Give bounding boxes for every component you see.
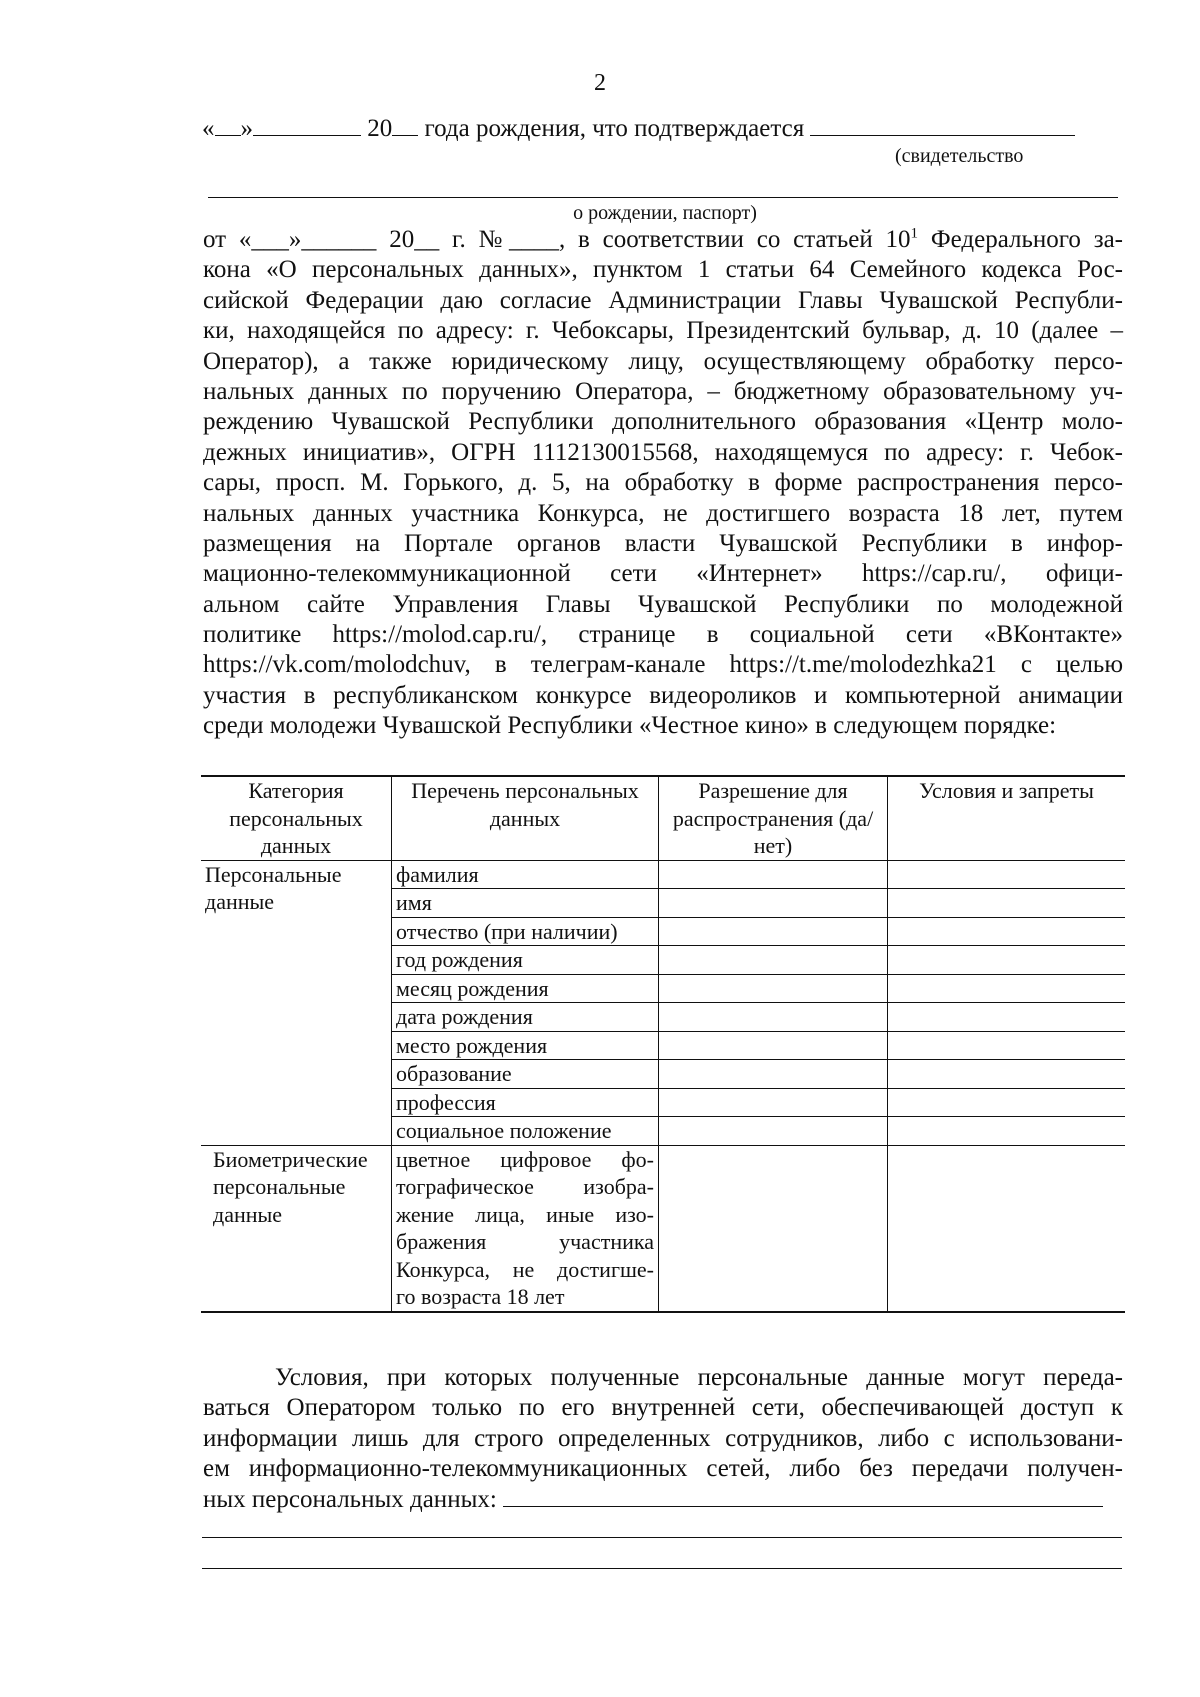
- table-row: [201, 1145, 1125, 1312]
- conditions-cell[interactable]: [888, 1117, 1126, 1146]
- conditions-cell[interactable]: [888, 946, 1126, 975]
- conditions-cell[interactable]: [888, 1145, 1126, 1312]
- paragraph-line: сары, просп. М. Горького, д. 5, на обработку в форме распространения персо-: [203, 469, 1123, 497]
- paragraph-line: кона «О персональных данных», пунктом 1 статьи 64 Семейного кодекса Рос-: [203, 256, 1123, 284]
- header-category: Категория персональных данных: [201, 776, 392, 860]
- quote-close: »: [240, 115, 253, 142]
- day-blank[interactable]: [215, 113, 241, 136]
- item-cell: фамилия: [392, 860, 659, 889]
- permission-cell[interactable]: [659, 974, 888, 1003]
- permission-cell[interactable]: [659, 1145, 888, 1312]
- permission-cell[interactable]: [659, 889, 888, 918]
- year-prefix: 20: [367, 115, 393, 142]
- item-cell: месяц рождения: [392, 974, 659, 1003]
- item-cell: имя: [392, 889, 659, 918]
- header-conditions: Условия и запреты: [888, 776, 1126, 860]
- paragraph-line: размещения на Портале органов власти Чувашской Республики в инфор-: [203, 529, 1123, 557]
- permission-cell[interactable]: [659, 946, 888, 975]
- paragraph-line: среди молодежи Чувашской Республики «Честное кино» в следующем порядке:: [203, 712, 1057, 740]
- conditions-cell[interactable]: [888, 1031, 1126, 1060]
- paragraph-line: участия в республиканском конкурсе видеороликов и компьютерной анимации: [203, 681, 1123, 709]
- permission-cell[interactable]: [659, 1031, 888, 1060]
- category-biometric: Биометрические персональные данные: [201, 1145, 392, 1312]
- document-blank[interactable]: [810, 113, 1075, 136]
- document-caption-1: (свидетельство: [895, 145, 1024, 167]
- paragraph-line: дежных инициатив», ОГРН 1112130015568, находящемуся по адресу: г. Чебок-: [203, 438, 1123, 466]
- conditions-cell[interactable]: [888, 974, 1126, 1003]
- paragraph-line: от «___»______ 20__ г. №____, в соответствии со статьей $10^1$ Федерального за-: [203, 225, 1124, 253]
- conditions-fill-blank[interactable]: [503, 1488, 1103, 1507]
- paragraph-line: сийской Федерации даю согласие Администрации Главы Чувашской Республи-: [203, 286, 1123, 314]
- month-blank[interactable]: [253, 113, 361, 136]
- paragraph-line: ваться Оператором только по его внутренней сети, обеспечивающей доступ к: [203, 1394, 1123, 1422]
- permission-cell[interactable]: [659, 1088, 888, 1117]
- permission-cell[interactable]: [659, 1003, 888, 1032]
- paragraph-line: ных персональных данных:: [203, 1485, 1123, 1515]
- permission-cell[interactable]: [659, 917, 888, 946]
- item-cell: отчество (при наличии): [392, 917, 659, 946]
- conditions-paragraph: [203, 1363, 1123, 1515]
- paragraph-line: Условия, при которых полученные персональные данные могут переда-: [275, 1364, 1123, 1391]
- paragraph-line: реждению Чувашской Республики дополнительного образования «Центр моло-: [203, 408, 1123, 436]
- header-list: Перечень персональных данных: [392, 776, 659, 860]
- permission-cell[interactable]: [659, 860, 888, 889]
- header-permission: Разрешение для распространения (да/нет): [659, 776, 888, 860]
- paragraph-line: информации лишь для строго определенных сотрудников, либо с использовани-: [203, 1424, 1123, 1452]
- document-caption-2: о рождении, паспорт): [573, 202, 757, 224]
- birth-date-line: [202, 113, 1122, 143]
- paragraph-line: ки, находящейся по адресу: г. Чебоксары, Президентский бульвар, д. 10 (далее –: [203, 317, 1123, 345]
- biometric-item-cell: цветное цифровое фо- тографическое изобра- жение лица, иные изо- бражения участника Конкурса, не достигше- го возраста 18 лет: [392, 1145, 659, 1312]
- item-cell: профессия: [392, 1088, 659, 1117]
- item-cell: дата рождения: [392, 1003, 659, 1032]
- paragraph-line: мационно-телекоммуникационной сети «Интернет» https://cap.ru/, офици-: [203, 560, 1123, 588]
- item-cell: год рождения: [392, 946, 659, 975]
- conditions-cell[interactable]: [888, 889, 1126, 918]
- table-row: [201, 860, 1125, 889]
- quote-open: «: [202, 115, 215, 142]
- permission-cell[interactable]: [659, 1117, 888, 1146]
- conditions-cell[interactable]: [888, 860, 1126, 889]
- page-number: 2: [594, 70, 606, 96]
- category-personal: Персональные данные: [201, 860, 392, 1145]
- paragraph-line: альном сайте Управления Главы Чувашской Республики по молодежной: [203, 590, 1123, 618]
- consent-table: [201, 775, 1125, 1313]
- item-cell: образование: [392, 1060, 659, 1089]
- conditions-fill-line[interactable]: [202, 1537, 1122, 1538]
- birth-confirm-text: года рождения, что подтверждается: [424, 115, 805, 142]
- conditions-fill-line[interactable]: [202, 1568, 1122, 1569]
- paragraph-line: политике https://molod.cap.ru/, странице в социальной сети «ВКонтакте»: [203, 621, 1123, 649]
- document-blank-line[interactable]: [208, 197, 1118, 198]
- paragraph-line: нальных данных участника Конкурса, не достигшего возраста 18 лет, путем: [203, 499, 1123, 527]
- table-header-row: [201, 776, 1125, 860]
- conditions-cell[interactable]: [888, 917, 1126, 946]
- item-cell: место рождения: [392, 1031, 659, 1060]
- conditions-cell[interactable]: [888, 1003, 1126, 1032]
- paragraph-line: Оператор), а также юридическому лицу, осуществляющему обработку персо-: [203, 347, 1123, 375]
- paragraph-line: ем информационно-телекоммуникационных сетей, либо без передачи получен-: [203, 1455, 1123, 1483]
- paragraph-line: нальных данных по поручению Оператора, – бюджетному образовательному уч-: [203, 377, 1123, 405]
- consent-paragraph: [203, 225, 1123, 742]
- conditions-cell[interactable]: [888, 1088, 1126, 1117]
- footnote-sup: 1: [910, 225, 919, 242]
- conditions-cell[interactable]: [888, 1060, 1126, 1089]
- permission-cell[interactable]: [659, 1060, 888, 1089]
- paragraph-line: https://vk.com/molodchuv, в телеграм-канале https://t.me/molodezhka21 с целью: [203, 651, 1123, 679]
- item-cell: социальное положение: [392, 1117, 659, 1146]
- year-blank[interactable]: [392, 113, 418, 136]
